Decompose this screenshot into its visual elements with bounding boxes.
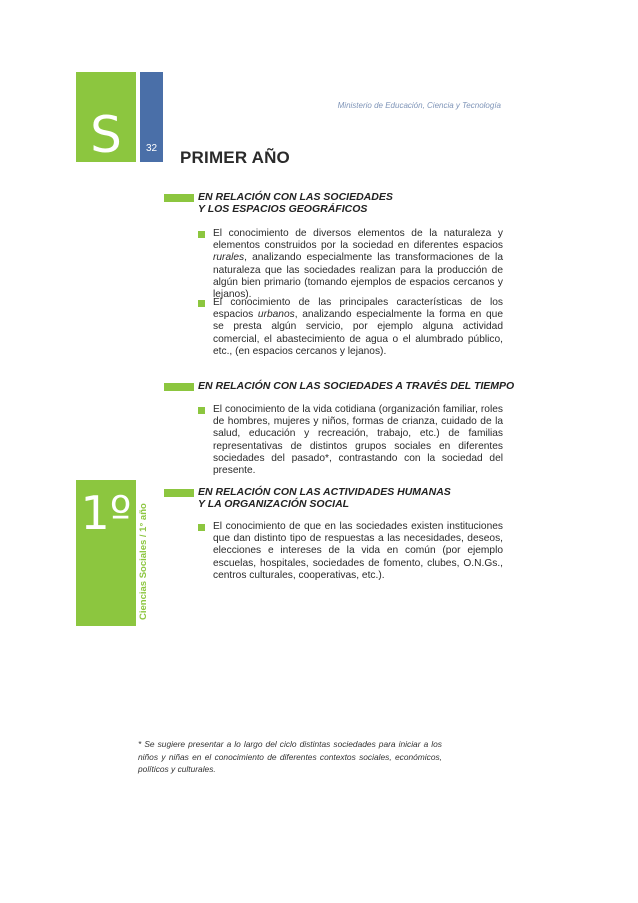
list-item xyxy=(198,228,503,301)
bullet-text: El conocimiento de la vida cotidiana (organización familiar, roles de hombres, mujeres y niños, formas de crianza, cuidado de la salud, educación y recreación, trabajo, etc.) de familias representativas de distintos grupos sociales en diferentes sociedades del pasado*, contrastando con la sociedad del presente. xyxy=(213,404,503,477)
section-letter: S xyxy=(90,106,122,164)
list-item xyxy=(198,404,503,477)
section-heading-line: EN RELACIÓN CON LAS SOCIEDADES A TRAVÉS DEL TIEMPO xyxy=(198,380,515,392)
page-number: 32 xyxy=(145,143,158,154)
bullet-square-icon xyxy=(198,300,205,307)
section-heading-line: Y LA ORGANIZACIÓN SOCIAL xyxy=(198,498,350,510)
section-heading-line: EN RELACIÓN CON LAS ACTIVIDADES HUMANAS xyxy=(198,486,451,498)
bullet-text: El conocimiento de que en las sociedades existen instituciones que dan distinto tipo de respuestas a las necesidades, deseos, elecciones e intereses de la vida en común (por ejemplo escuelas, hospitales, sociedades de fomento, clubes, O.N.Gs., centros culturales, cooperativas, etc.). xyxy=(213,521,503,581)
bullet-square-icon xyxy=(198,524,205,531)
grade-number: 1º xyxy=(80,486,132,540)
list-item xyxy=(198,297,503,358)
list-item xyxy=(198,521,503,582)
bullet-square-icon xyxy=(198,231,205,238)
ministry-header: Ministerio de Educación, Ciencia y Tecnología xyxy=(337,101,501,110)
section-heading-geographic xyxy=(198,191,393,215)
section-bar xyxy=(164,489,194,497)
section-bar xyxy=(164,194,194,202)
section-heading-line: Y LOS ESPACIOS GEOGRÁFICOS xyxy=(198,203,368,215)
subject-label: Ciencias Sociales / 1° año xyxy=(138,503,149,620)
bullet-text: El conocimiento de las principales características de los espacios urbanos, analizando especialmente la forma en que se presta algún servicio, por ejemplo alguna actividad comercial, el abastecimiento de agua o el alumbrado público, etc., (en espacios cercanos y lejanos). xyxy=(213,297,503,357)
page-title: PRIMER AÑO xyxy=(180,148,290,167)
section-heading-line: EN RELACIÓN CON LAS SOCIEDADES xyxy=(198,191,393,203)
section-heading-social xyxy=(198,486,451,510)
section-heading-time xyxy=(198,380,514,392)
bullet-square-icon xyxy=(198,407,205,414)
bullet-text: El conocimiento de diversos elementos de la naturaleza y elementos construidos por la sociedad en diferentes espacios rurales, analizando especialmente las transformaciones de la naturaleza que las sociedades realizan para la producción de algún bien primario (tomando ejemplos de espacios cercanos y lejanos). xyxy=(213,228,503,301)
footnote: * Se sugiere presentar a lo largo del ciclo distintas sociedades para iniciar a los niños y niñas en el conocimiento de diferentes contextos sociales, económicos, políticos y culturales. xyxy=(138,739,442,775)
section-bar xyxy=(164,383,194,391)
